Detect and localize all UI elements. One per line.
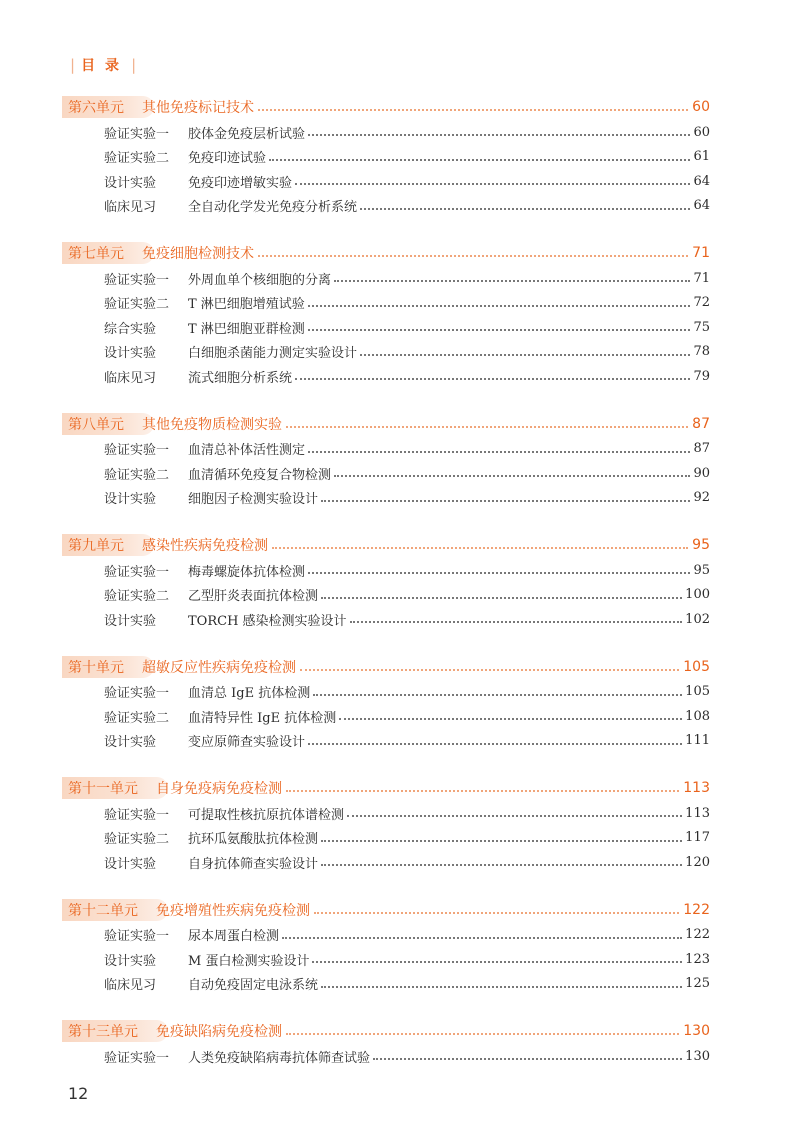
toc-entry[interactable] [62, 826, 710, 851]
dot-leader [321, 840, 682, 842]
toc-entry[interactable] [62, 607, 710, 632]
entry-page-number: 90 [693, 465, 710, 481]
entry-page-number: 130 [685, 1048, 710, 1064]
entry-title: 全自动化学发光免疫分析系统 [188, 200, 358, 216]
entry-title: 自动免疫固定电泳系统 [188, 978, 319, 994]
toc-entry[interactable] [62, 145, 710, 170]
toc-unit [62, 1020, 710, 1069]
dot-leader [308, 305, 691, 307]
dot-leader [286, 790, 679, 792]
dot-leader [272, 547, 688, 549]
entry-title: 自身抗体筛查实验设计 [188, 856, 319, 872]
entry-title: 免疫印迹试验 [188, 151, 267, 167]
unit-page-number: 71 [692, 245, 710, 261]
entry-page-number: 95 [693, 562, 710, 578]
unit-number: 第六单元 [68, 100, 124, 116]
toc-entry[interactable] [62, 704, 710, 729]
toc-entry[interactable] [62, 972, 710, 997]
toc-unit [62, 534, 710, 632]
entry-page-number: 105 [685, 684, 710, 700]
toc-entry[interactable] [62, 923, 710, 948]
entry-page-number: 113 [685, 805, 710, 821]
entry-title: 血清特异性 IgE 抗体检测 [188, 710, 337, 726]
entry-type: 验证实验二 [104, 589, 170, 605]
dot-leader [360, 208, 690, 210]
entry-page-number: 79 [693, 368, 710, 384]
dot-leader [321, 864, 682, 866]
entry-page-number: 122 [685, 927, 710, 943]
dot-leader [339, 718, 682, 720]
toc-entry[interactable] [62, 947, 710, 972]
entry-page-number: 92 [693, 490, 710, 506]
dot-leader [258, 109, 688, 111]
entry-title: 尿本周蛋白检测 [188, 929, 280, 945]
dot-leader [347, 815, 682, 817]
entry-page-number: 64 [693, 198, 710, 214]
entry-title: T 淋巴细胞增殖试验 [188, 297, 305, 313]
unit-number: 第七单元 [68, 246, 124, 262]
dot-leader [295, 378, 690, 380]
entry-type: 设计实验 [104, 953, 157, 969]
entry-page-number: 102 [685, 611, 710, 627]
page-number: 12 [68, 1084, 89, 1103]
entry-page-number: 78 [693, 344, 710, 360]
dot-leader [308, 329, 691, 331]
unit-title: 其他免疫标记技术 [142, 100, 254, 116]
toc-entry[interactable] [62, 291, 710, 316]
entry-title: 白细胞杀菌能力测定实验设计 [188, 346, 358, 362]
header-divider-right: | [131, 56, 137, 74]
entry-type: 验证实验一 [104, 126, 170, 142]
unit-title: 免疫缺陷病免疫检测 [156, 1024, 282, 1040]
entry-page-number: 60 [693, 124, 710, 140]
entry-type: 设计实验 [104, 613, 157, 629]
dot-leader [314, 912, 679, 914]
entry-type: 验证实验一 [104, 807, 170, 823]
entry-type: 验证实验二 [104, 297, 170, 313]
unit-title: 超敏反应性疾病免疫检测 [142, 659, 296, 676]
entry-page-number: 61 [693, 149, 710, 165]
toc-entry[interactable] [62, 680, 710, 705]
unit-heading[interactable] [62, 1020, 710, 1042]
toc-entry[interactable] [62, 583, 710, 608]
dot-leader [312, 961, 682, 963]
unit-page-number: 122 [683, 901, 710, 918]
dot-leader [360, 354, 690, 356]
unit-number: 第十三单元 [68, 1024, 138, 1040]
toc-unit [62, 96, 710, 218]
unit-page-number: 87 [692, 415, 710, 432]
toc-unit [62, 899, 710, 997]
toc-entry[interactable] [62, 340, 710, 365]
entry-type: 设计实验 [104, 346, 157, 362]
unit-title: 免疫细胞检测技术 [142, 246, 254, 262]
entry-type: 验证实验二 [104, 151, 170, 167]
toc-entry[interactable] [62, 437, 710, 462]
unit-title: 免疫增殖性疾病免疫检测 [156, 902, 310, 919]
unit-title: 自身免疫病免疫检测 [156, 781, 282, 797]
unit-number: 第八单元 [68, 416, 124, 433]
toc-entry[interactable] [62, 315, 710, 340]
dot-leader [295, 183, 690, 185]
entry-page-number: 72 [693, 295, 710, 311]
dot-leader [334, 280, 690, 282]
header-divider-left: | [70, 56, 76, 74]
entry-type: 验证实验一 [104, 1050, 170, 1066]
entry-type: 临床见习 [104, 200, 157, 216]
unit-heading[interactable] [62, 413, 710, 435]
entry-page-number: 64 [693, 173, 710, 189]
entry-type: 设计实验 [104, 735, 157, 751]
unit-number: 第十二单元 [68, 902, 138, 919]
entry-type: 验证实验一 [104, 929, 170, 945]
dot-leader [313, 694, 682, 696]
dot-leader [350, 621, 683, 623]
dot-leader [258, 255, 688, 257]
toc-entry[interactable] [62, 364, 710, 389]
entry-type: 验证实验一 [104, 686, 170, 702]
entry-page-number: 87 [693, 441, 710, 457]
entry-title: 细胞因子检测实验设计 [188, 492, 319, 508]
entry-type: 临床见习 [104, 370, 157, 386]
toc-unit [62, 413, 710, 511]
entry-title: 血清循环免疫复合物检测 [188, 467, 332, 483]
toc-entry[interactable] [62, 729, 710, 754]
unit-number: 第十单元 [68, 659, 124, 676]
unit-page-number: 105 [683, 658, 710, 675]
unit-number: 第九单元 [68, 538, 124, 554]
entry-title: 乙型肝炎表面抗体检测 [188, 589, 319, 605]
unit-page-number: 130 [683, 1023, 710, 1039]
dot-leader [269, 159, 690, 161]
entry-title: TORCH 感染检测实验设计 [188, 613, 347, 629]
dot-leader [321, 597, 682, 599]
entry-page-number: 71 [693, 270, 710, 286]
entry-type: 验证实验一 [104, 272, 170, 288]
dot-leader [308, 743, 682, 745]
unit-heading[interactable] [62, 534, 710, 556]
entry-page-number: 120 [685, 854, 710, 870]
toc-entry[interactable] [62, 558, 710, 583]
toc-entry[interactable] [62, 1044, 710, 1069]
toc-unit [62, 656, 710, 754]
dot-leader [300, 669, 679, 671]
toc-header [64, 55, 142, 75]
entry-type: 验证实验二 [104, 467, 170, 483]
entry-type: 验证实验一 [104, 564, 170, 580]
entry-title: 抗环瓜氨酸肽抗体检测 [188, 832, 319, 848]
dot-leader [373, 1058, 682, 1060]
entry-title: 胶体金免疫层析试验 [188, 126, 306, 142]
unit-heading[interactable] [62, 96, 710, 118]
entry-title: 人类免疫缺陷病毒抗体筛查试验 [188, 1050, 371, 1066]
entry-title: 血清总补体活性测定 [188, 443, 306, 459]
entry-title: 梅毒螺旋体抗体检测 [188, 564, 306, 580]
entry-title: 外周血单个核细胞的分离 [188, 272, 332, 288]
entry-page-number: 111 [685, 733, 710, 749]
unit-heading[interactable] [62, 242, 710, 264]
unit-page-number: 113 [683, 780, 710, 796]
unit-title: 其他免疫物质检测实验 [142, 416, 282, 433]
toc-entry[interactable] [62, 461, 710, 486]
dot-leader [321, 500, 690, 502]
entry-type: 临床见习 [104, 978, 157, 994]
toc-entry[interactable] [62, 801, 710, 826]
toc-entry[interactable] [62, 120, 710, 145]
dot-leader [334, 475, 690, 477]
entry-title: M 蛋白检测实验设计 [188, 953, 310, 969]
dot-leader [308, 572, 690, 574]
entry-title: 血清总 IgE 抗体检测 [188, 686, 311, 702]
entry-type: 设计实验 [104, 175, 157, 191]
toc-unit [62, 777, 710, 875]
page-title: 目录 [81, 58, 130, 74]
toc-unit [62, 242, 710, 389]
dot-leader [286, 1033, 679, 1035]
unit-page-number: 95 [692, 537, 710, 553]
entry-page-number: 117 [685, 830, 710, 846]
entry-page-number: 108 [685, 708, 710, 724]
entry-title: 流式细胞分析系统 [188, 370, 293, 386]
entry-type: 验证实验二 [104, 832, 170, 848]
entry-type: 设计实验 [104, 492, 157, 508]
entry-page-number: 100 [685, 587, 710, 603]
dot-leader [321, 986, 682, 988]
dot-leader [282, 937, 682, 939]
entry-title: 免疫印迹增敏实验 [188, 175, 293, 191]
entry-title: T 淋巴细胞亚群检测 [188, 321, 305, 337]
entry-type: 设计实验 [104, 856, 157, 872]
unit-page-number: 60 [692, 99, 710, 115]
unit-heading[interactable] [62, 656, 710, 678]
toc-entry[interactable] [62, 266, 710, 291]
dot-leader [286, 426, 688, 428]
dot-leader [308, 451, 690, 453]
toc-entry[interactable] [62, 486, 710, 511]
dot-leader [308, 134, 690, 136]
entry-page-number: 123 [685, 951, 710, 967]
toc-entry[interactable] [62, 169, 710, 194]
unit-heading[interactable] [62, 899, 710, 921]
table-of-contents [62, 96, 710, 1093]
toc-entry[interactable] [62, 194, 710, 219]
entry-type: 综合实验 [104, 321, 157, 337]
toc-entry[interactable] [62, 850, 710, 875]
entry-page-number: 75 [693, 319, 710, 335]
entry-page-number: 125 [685, 976, 710, 992]
unit-heading[interactable] [62, 777, 710, 799]
entry-title: 变应原筛查实验设计 [188, 735, 306, 751]
unit-title: 感染性疾病免疫检测 [142, 538, 268, 554]
entry-type: 验证实验二 [104, 710, 170, 726]
entry-type: 验证实验一 [104, 443, 170, 459]
unit-number: 第十一单元 [68, 781, 138, 797]
entry-title: 可提取性核抗原抗体谱检测 [188, 807, 345, 823]
